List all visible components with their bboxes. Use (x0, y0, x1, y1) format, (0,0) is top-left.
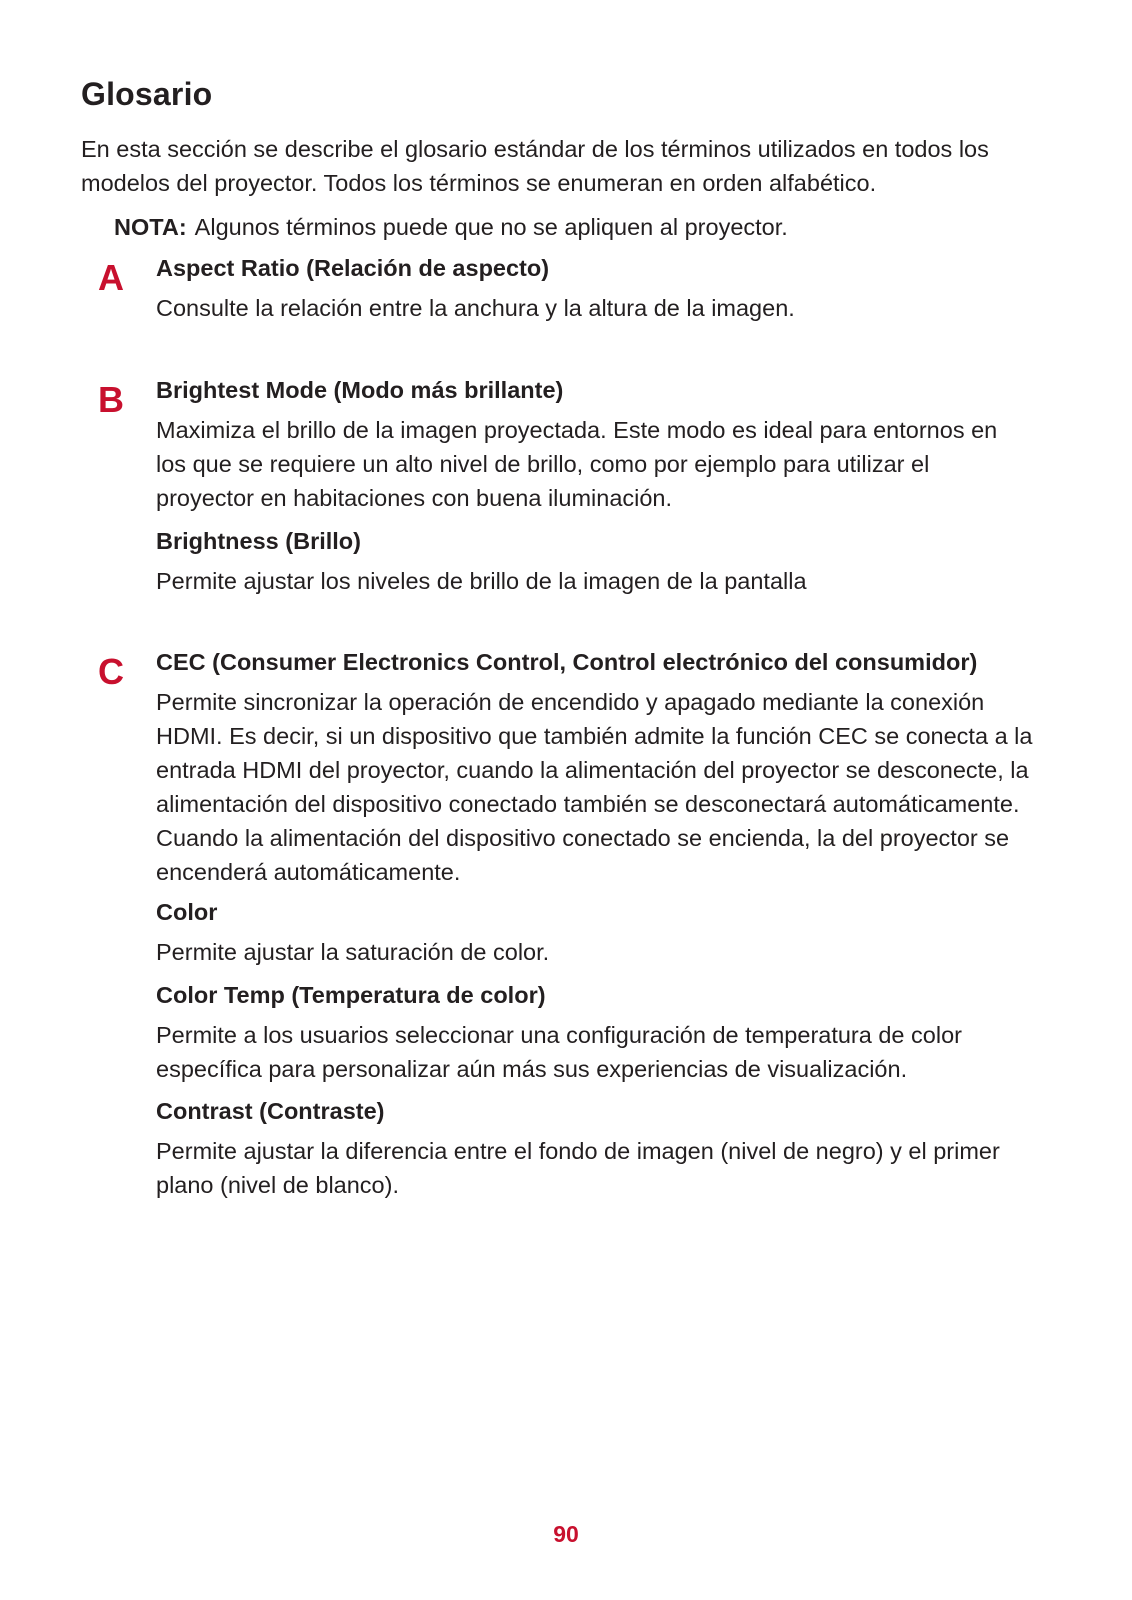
term-description: Maximiza el brillo de la imagen proyectada. Este modo es ideal para entornos en los que se requiere un alto nivel de brillo, como por ejemplo para utilizar el proyector en habitaciones con buena iluminación. (156, 417, 998, 511)
term-aspect-ratio (156, 251, 1056, 325)
term-description: Permite ajustar la saturación de color. (156, 939, 550, 965)
term-contrast (156, 1094, 1056, 1202)
page-number: 90 (553, 1521, 579, 1547)
page-title: Glosario (81, 76, 213, 112)
section-letter-b: B (98, 379, 124, 420)
term-title: CEC (Consumer Electronics Control, Control electrónico del consumidor) (156, 649, 978, 675)
term-brightest-mode (156, 373, 1056, 515)
note-text: Algunos términos puede que no se apliquen al proyector. (194, 214, 788, 240)
term-title: Contrast (Contraste) (156, 1098, 385, 1124)
term-title: Brightness (Brillo) (156, 528, 361, 554)
term-description: Permite ajustar la diferencia entre el fondo de imagen (nivel de negro) y el primer plano (nivel de blanco). (156, 1138, 1000, 1198)
term-title: Color (156, 899, 218, 925)
term-color (156, 895, 1056, 969)
note-label: NOTA: (114, 214, 187, 240)
term-brightness (156, 524, 1056, 598)
intro-paragraph: En esta sección se describe el glosario estándar de los términos utilizados en todos los modelos del proyector. Todos los términos se enumeran en orden alfabético. (81, 136, 989, 196)
term-title: Color Temp (Temperatura de color) (156, 982, 546, 1008)
term-description: Consulte la relación entre la anchura y la altura de la imagen. (156, 295, 795, 321)
section-letter-a: A (98, 257, 124, 298)
term-title: Aspect Ratio (Relación de aspecto) (156, 255, 550, 281)
section-letter-c: C (98, 651, 124, 692)
term-title: Brightest Mode (Modo más brillante) (156, 377, 564, 403)
term-cec (156, 645, 1056, 889)
term-color-temp (156, 978, 1056, 1086)
term-description: Permite sincronizar la operación de encendido y apagado mediante la conexión HDMI. Es decir, si un dispositivo que también admite la función CEC se conecta a la entrada HDMI del proyector, cuando la alimentación del proyector se desconecte, la alimentación del dispositivo conectado también se desconectará automáticamente. Cuando la alimentación del dispositivo conectado se encienda, la del proyector se encenderá automáticamente. (156, 689, 1033, 885)
note (114, 210, 788, 244)
term-description: Permite ajustar los niveles de brillo de la imagen de la pantalla (156, 568, 807, 594)
term-description: Permite a los usuarios seleccionar una configuración de temperatura de color específica para personalizar aún más sus experiencias de visualización. (156, 1022, 962, 1082)
